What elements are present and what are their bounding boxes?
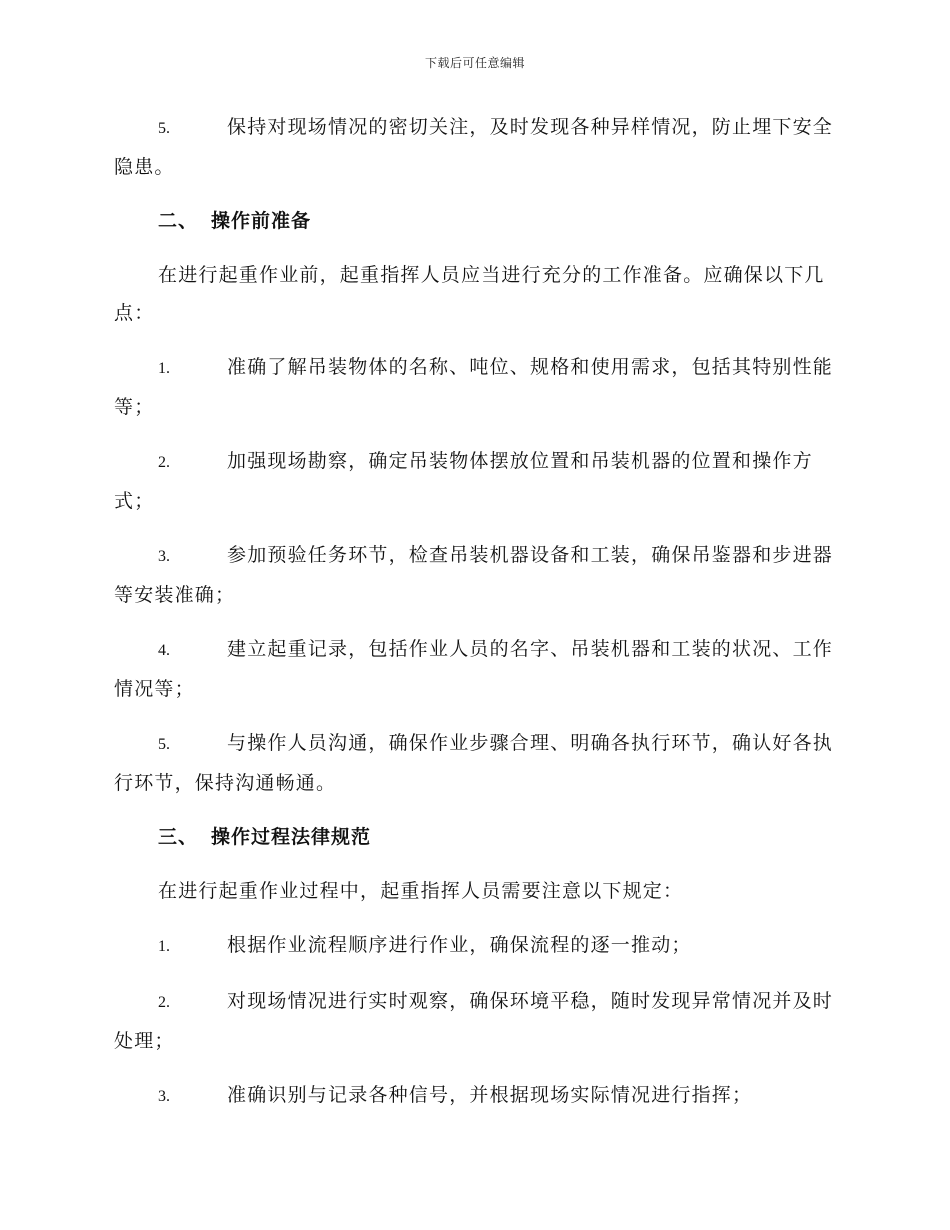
list-item (114, 348, 834, 426)
list-item (114, 442, 834, 520)
list-item (114, 724, 834, 802)
list-item-text: 保持对现场情况的密切关注，及时发现各种异样情况，防止埋下安全隐患。 (114, 116, 834, 178)
section-heading-text: 操作前准备 (211, 210, 312, 232)
list-item-text: 准确识别与记录各种信号，并根据现场实际情况进行指挥； (227, 1084, 753, 1106)
list-item (114, 630, 834, 708)
list-item-text: 对现场情况进行实时观察，确保环境平稳，随时发现异常情况并及时处理； (114, 990, 834, 1052)
section-heading-text: 操作过程法律规范 (211, 826, 372, 848)
list-item-number: 3. (158, 548, 170, 565)
list-item-text: 根据作业流程顺序进行作业，确保流程的逐一推动； (227, 934, 692, 956)
section-heading (114, 202, 834, 240)
section-heading-number: 三、 (158, 826, 199, 848)
list-item-number: 3. (158, 1088, 170, 1105)
list-item-number: 5. (158, 120, 170, 137)
section-heading-number: 二、 (158, 210, 199, 232)
list-item-text: 参加预验任务环节，检查吊装机器设备和工装，确保吊鉴器和步进器等安装准确； (114, 544, 834, 606)
list-item-text: 与操作人员沟通，确保作业步骤合理、明确各执行环节，确认好各执行环节，保持沟通畅通。 (114, 732, 834, 794)
list-item-number: 5. (158, 736, 170, 753)
list-item-text: 建立起重记录，包括作业人员的名字、吊装机器和工装的状况、工作情况等； (114, 638, 834, 700)
paragraph: 在进行起重作业前，起重指挥人员应当进行充分的工作准备。应确保以下几点： (114, 264, 825, 324)
section-heading (114, 818, 834, 856)
list-item-number: 4. (158, 642, 170, 659)
list-item-number: 2. (158, 994, 170, 1011)
list-item (114, 926, 834, 966)
list-item (114, 982, 834, 1060)
document-body (114, 108, 834, 1116)
list-item-text: 加强现场勘察，确定吊装物体摆放位置和吊装机器的位置和操作方式； (114, 450, 813, 512)
page-header: 下载后可任意编辑 (424, 56, 525, 70)
list-item (114, 536, 834, 614)
paragraph: 在进行起重作业过程中，起重指挥人员需要注意以下规定： (158, 880, 684, 902)
list-item (114, 108, 834, 186)
list-item (114, 1076, 834, 1116)
list-item-number: 1. (158, 938, 170, 955)
list-item-text: 准确了解吊装物体的名称、吨位、规格和使用需求，包括其特别性能等； (114, 356, 834, 418)
list-item-number: 1. (158, 360, 170, 377)
list-item-number: 2. (158, 454, 170, 471)
